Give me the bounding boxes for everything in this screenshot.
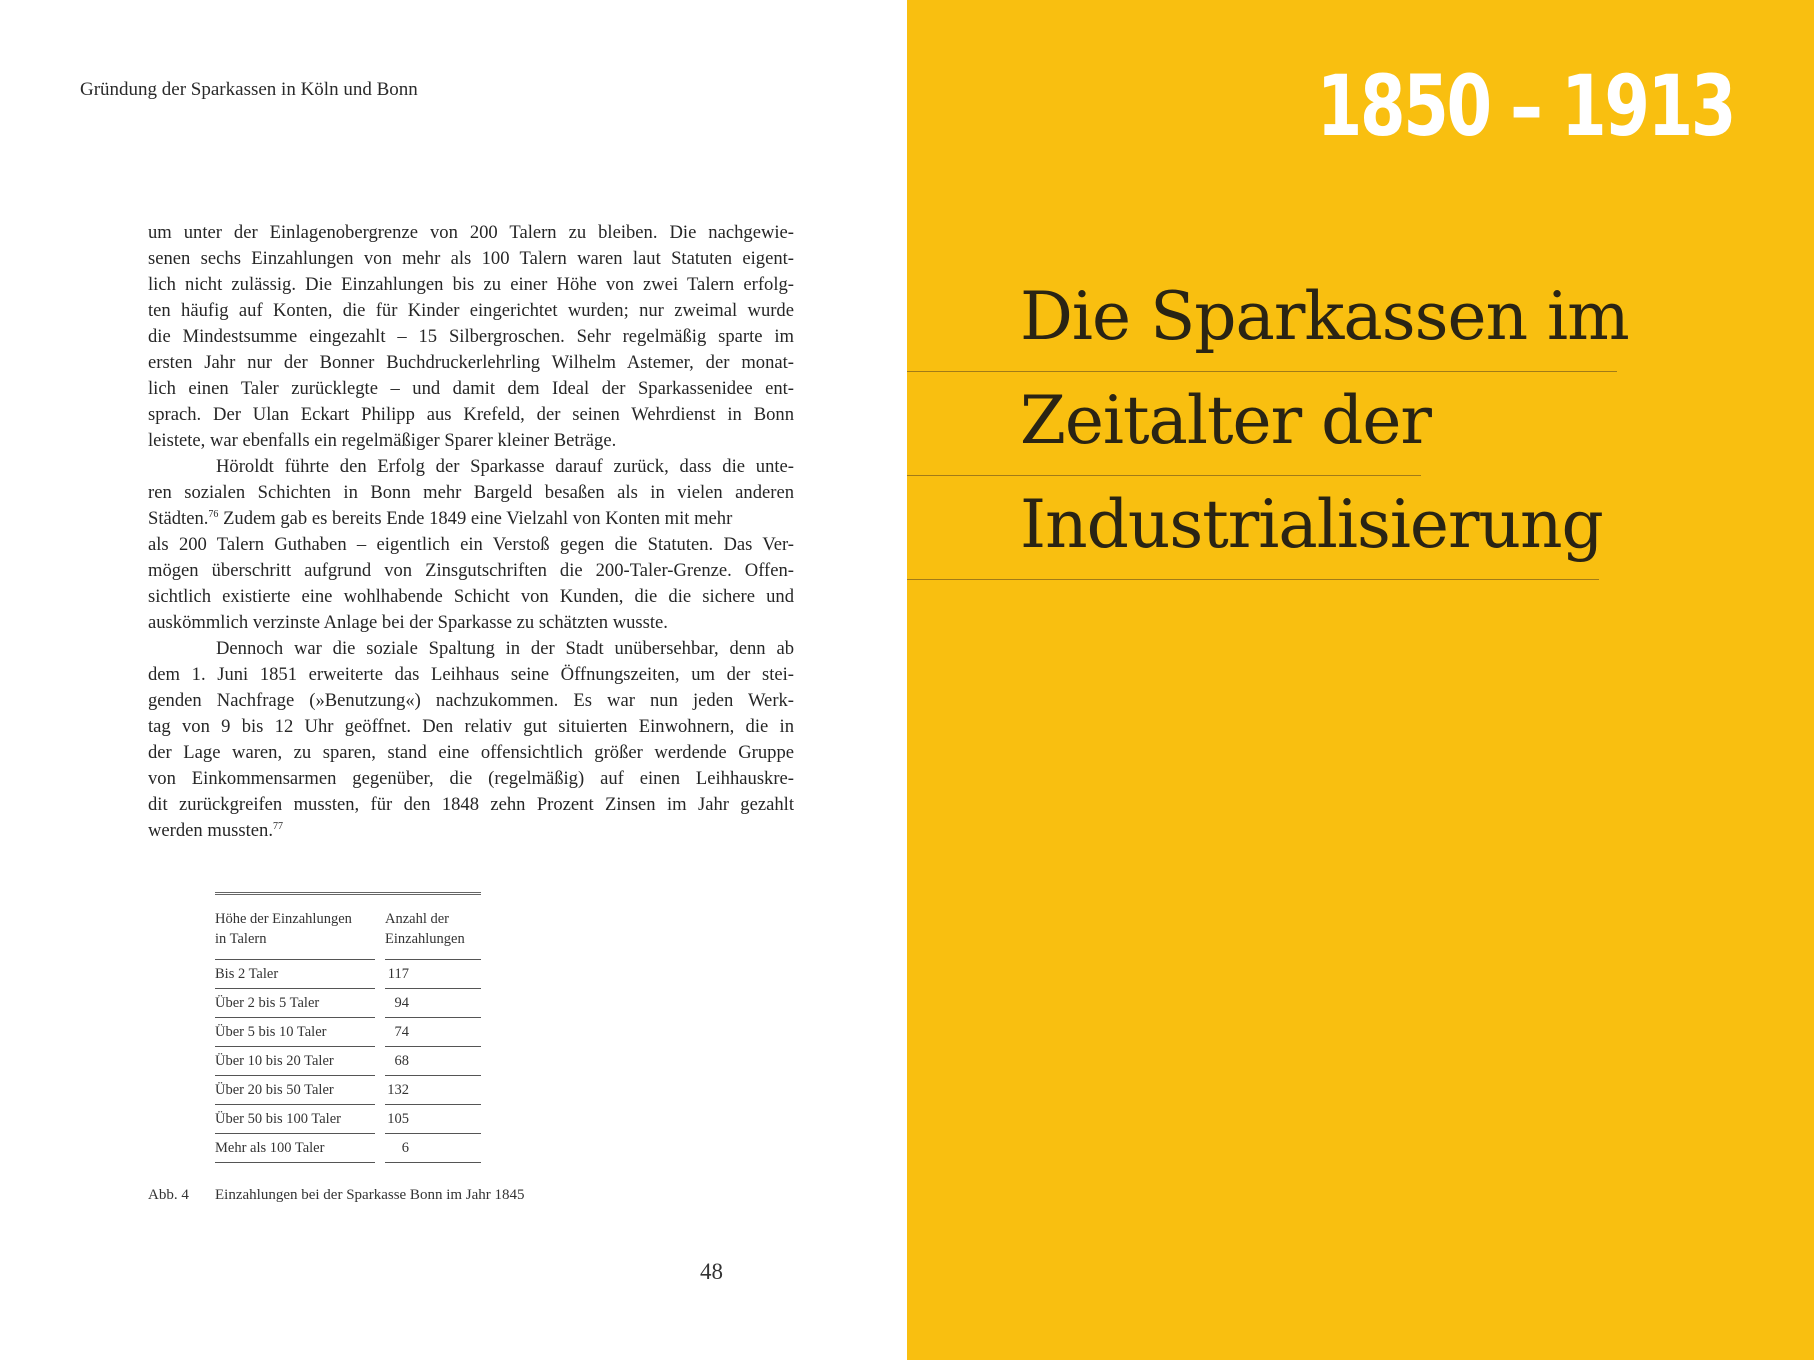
body-line: ren sozialen Schichten in Bonn mehr Bargeld besaßen als in vielen anderen xyxy=(148,482,794,503)
body-line: leistete, war ebenfalls ein regelmäßiger Sparer kleiner Beträge. xyxy=(148,430,617,451)
body-line: sichtlich existierte eine wohlhabende Schicht von Kunden, die die sichere und xyxy=(148,586,794,607)
column-header-amount: Höhe der Einzahlungen in Talern xyxy=(215,895,375,960)
table-cell-range: Mehr als 100 Taler xyxy=(215,1134,375,1163)
body-line-text: werden mussten. xyxy=(148,820,273,841)
title-underline-rule xyxy=(907,579,1599,580)
table-row xyxy=(215,1134,481,1163)
body-line: dit zurückgreifen mussten, für den 1848 zehn Prozent Zinsen im Jahr gezahlt xyxy=(148,794,794,815)
body-line: senen sechs Einzahlungen von mehr als 100 Talern waren laut Statuten eigent- xyxy=(148,248,794,269)
body-line: als 200 Talern Guthaben – eigentlich ein Verstoß gegen die Statuten. Das Ver- xyxy=(148,534,794,555)
body-line: um unter der Einlagenobergrenze von 200 Talern zu bleiben. Die nachgewie- xyxy=(148,222,794,243)
chapter-title-text: Zeitalter der xyxy=(1020,382,1431,459)
table-cell-range: Über 50 bis 100 Taler xyxy=(215,1105,375,1134)
body-line: von Einkommensarmen gegenüber, die (regelmäßig) auf einen Leihhauskre- xyxy=(148,768,794,789)
chapter-title-line xyxy=(907,476,1814,580)
table-header-row xyxy=(215,895,481,960)
table-cell-count: 74 xyxy=(385,1018,481,1047)
table-cell-range: Über 2 bis 5 Taler xyxy=(215,989,375,1018)
table-row xyxy=(215,960,481,989)
deposits-table xyxy=(215,892,481,1163)
figure-label: Abb. 4 xyxy=(148,1187,189,1203)
body-line: die Mindestsumme eingezahlt – 15 Silbergroschen. Sehr regelmäßig sparte im xyxy=(148,326,794,347)
body-line: ersten Jahr nur der Bonner Buchdruckerlehrling Wilhelm Astemer, der monat- xyxy=(148,352,794,373)
body-line-start: Städten. xyxy=(148,508,209,529)
body-line: tag von 9 bis 12 Uhr geöffnet. Den relativ gut situierten Einwohnern, die in xyxy=(148,716,794,737)
table-cell-count: 68 xyxy=(385,1047,481,1076)
body-line: sprach. Der Ulan Eckart Philipp aus Krefeld, der seinen Wehrdienst in Bonn xyxy=(148,404,794,425)
table-row xyxy=(215,1018,481,1047)
figure-caption-text: Einzahlungen bei der Sparkasse Bonn im Jahr 1845 xyxy=(215,1187,525,1203)
chapter-title-line xyxy=(907,268,1814,372)
page-number: 48 xyxy=(700,1259,723,1284)
table-cell-range: Über 5 bis 10 Taler xyxy=(215,1018,375,1047)
table-cell-count: 132 xyxy=(385,1076,481,1105)
column-header-count: Anzahl der Einzahlungen xyxy=(385,895,481,960)
body-line: lich nicht zulässig. Die Einzahlungen bis zu einer Höhe von zwei Talern erfolg- xyxy=(148,274,794,295)
chapter-title-text: Industrialisierung xyxy=(1020,486,1603,563)
table-row xyxy=(215,989,481,1018)
table-row xyxy=(215,1105,481,1134)
body-line: auskömmlich verzinste Anlage bei der Sparkasse zu schätzten wusste. xyxy=(148,612,668,633)
footnote-ref-76[interactable]: 76 xyxy=(208,509,219,520)
table-cell-count: 117 xyxy=(385,960,481,989)
right-page-chapter-opener xyxy=(907,0,1814,1360)
table-row xyxy=(215,1047,481,1076)
table-cell-range: Über 10 bis 20 Taler xyxy=(215,1047,375,1076)
body-line: ten häufig auf Konten, die für Kinder eingerichtet wurden; nur zweimal wurde xyxy=(148,300,794,321)
body-line: Höroldt führte den Erfolg der Sparkasse darauf zurück, dass die unte- xyxy=(216,456,794,477)
table-cell-range: Über 20 bis 50 Taler xyxy=(215,1076,375,1105)
body-line: genden Nachfrage (»Benutzung«) nachzukommen. Es war nun jeden Werk- xyxy=(148,690,794,711)
running-header: Gründung der Sparkassen in Köln und Bonn xyxy=(80,79,418,100)
footnote-ref-77[interactable]: 77 xyxy=(272,821,283,832)
table-cell-count: 105 xyxy=(385,1105,481,1134)
figure-caption xyxy=(148,1187,525,1204)
body-line-end: Zudem gab es bereits Ende 1849 eine Vielzahl von Konten mit mehr xyxy=(218,508,733,529)
body-text xyxy=(148,220,794,844)
body-line: mögen überschritt aufgrund von Zinsgutschriften die 200-Taler-Grenze. Offen- xyxy=(148,560,794,581)
body-line xyxy=(148,818,794,844)
body-line: Dennoch war die soziale Spaltung in der Stadt unübersehbar, denn ab xyxy=(216,638,794,659)
body-line: dem 1. Juni 1851 erweiterte das Leihhaus seine Öffnungszeiten, um der stei- xyxy=(148,664,794,685)
chapter-title xyxy=(907,268,1814,580)
chapter-period: 1850 – 1913 xyxy=(1316,57,1734,155)
table-cell-count: 6 xyxy=(385,1134,481,1163)
body-line xyxy=(148,506,794,532)
table-row xyxy=(215,1076,481,1105)
body-line: der Lage waren, zu sparen, stand eine offensichtlich größer werdende Gruppe xyxy=(148,742,794,763)
table-cell-range: Bis 2 Taler xyxy=(215,960,375,989)
chapter-title-line xyxy=(907,372,1814,476)
table-cell-count: 94 xyxy=(385,989,481,1018)
chapter-title-text: Die Sparkassen im xyxy=(1020,278,1629,355)
body-line: lich einen Taler zurücklegte – und damit dem Ideal der Sparkassenidee ent- xyxy=(148,378,794,399)
